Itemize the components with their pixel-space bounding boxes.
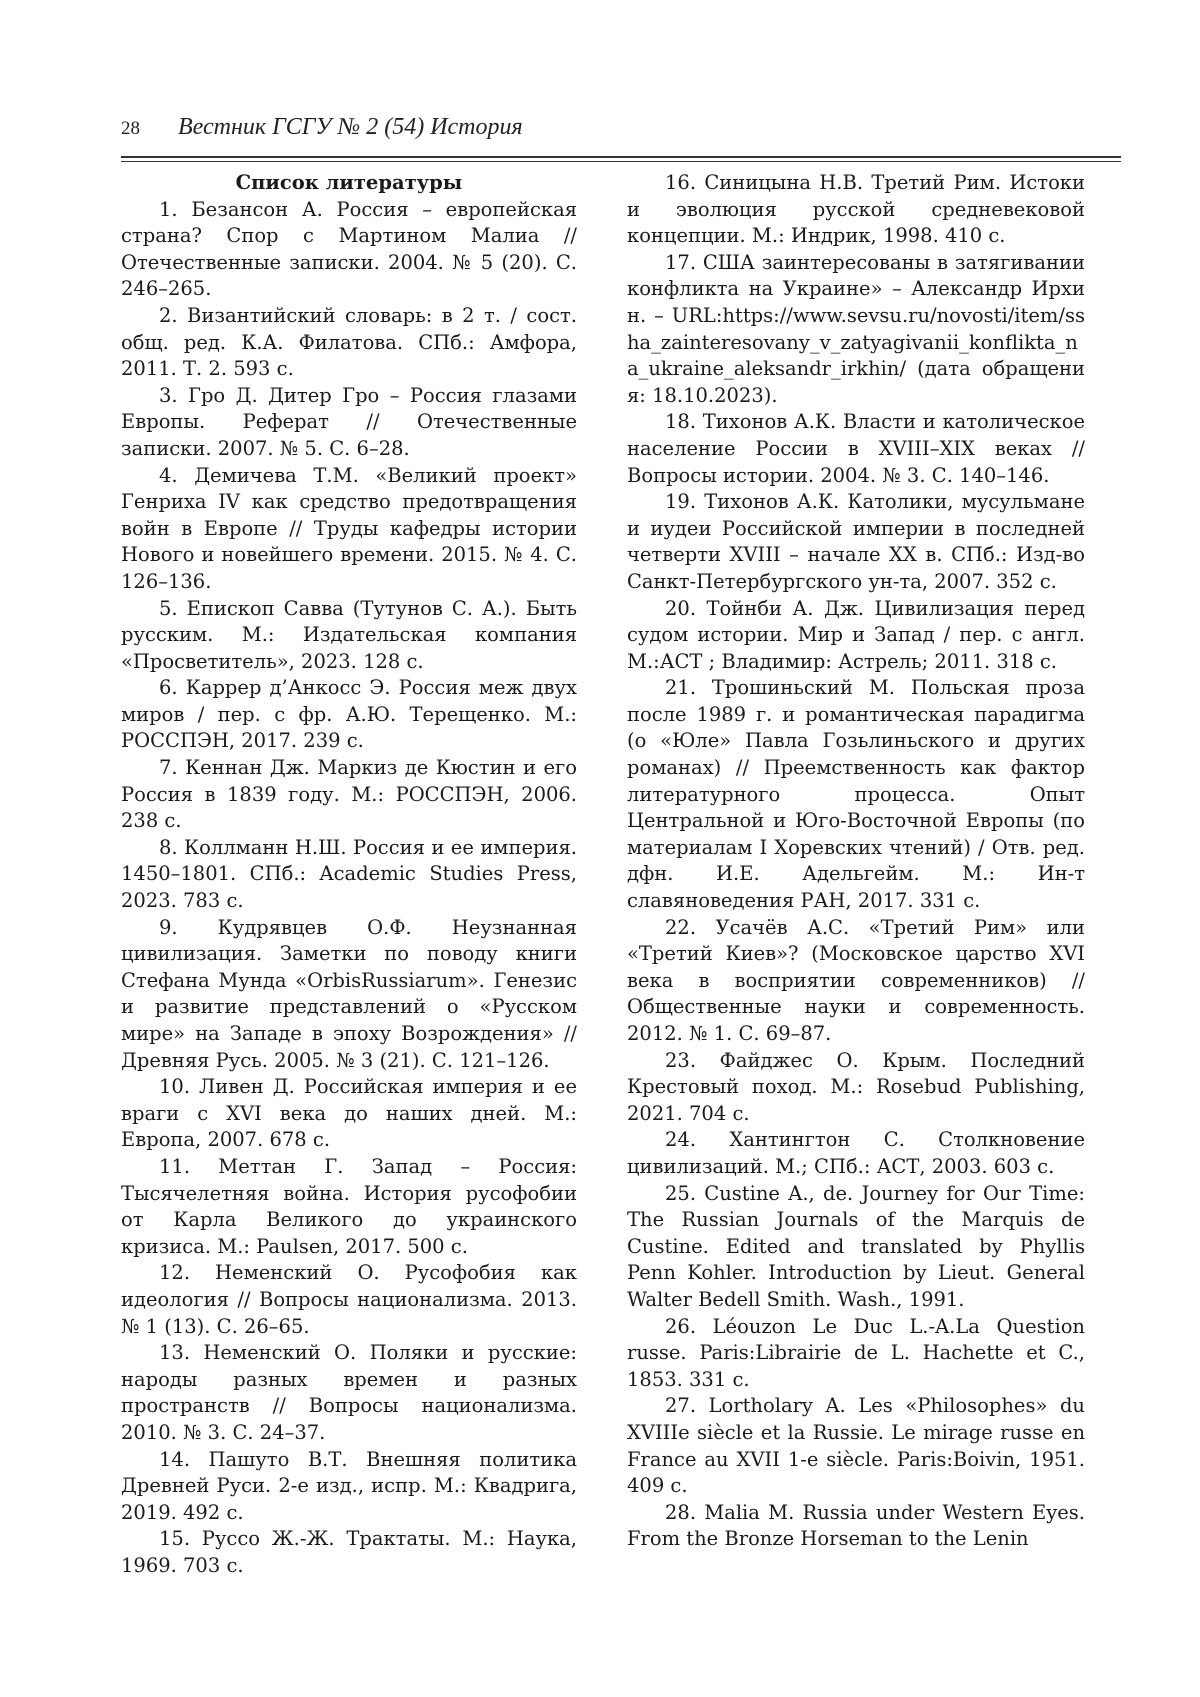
right-column <box>627 170 1085 1553</box>
references-list-right <box>627 170 1085 1553</box>
journal-title: Вестник ГСГУ № 2 (54) История <box>178 114 523 140</box>
reference-item: 16. Синицына Н.В. Третий Рим. Истоки и эволюция русской средневековой концепции. М.: Индрик, 1998. 410 с. <box>627 171 1085 248</box>
reference-item: 19. Тихонов А.К. Католики, мусульмане и иудеи Российской империи в последней четверти XVIII – начале XX в. СПб.: Изд-во Санкт-Петербургского ун-та, 2007. 352 с. <box>627 490 1085 593</box>
reference-item: 5. Епископ Савва (Тутунов С. А.). Быть русским. М.: Издательская компания «Просветитель», 2023. 128 с. <box>121 596 577 673</box>
reference-item: 13. Неменский О. Поляки и русские: народы разных времен и разных пространств // Вопросы национализма. 2010. № 3. С. 24–37. <box>121 1341 577 1444</box>
references-list-left <box>121 197 577 1580</box>
reference-item: 11. Меттан Г. Запад – Россия: Тысячелетняя война. История русофобии от Карла Великого до украинского кризиса. М.: Paulsen, 2017. 500 с. <box>121 1154 577 1258</box>
reference-item: 12. Неменский О. Русофобия как идеология // Вопросы национализма. 2013. № 1 (13). С. 26–65. <box>121 1261 577 1338</box>
page-header <box>121 114 1121 150</box>
reference-item: 22. Усачёв А.С. «Третий Рим» или «Третий Киев»? (Московское царство XVI века в восприятии современников) // Общественные науки и современность. 2012. № 1. С. 69–87. <box>627 915 1085 1045</box>
reference-item: 8. Коллманн Н.Ш. Россия и ее империя. 1450–1801. СПб.: Academic Studies Press, 2023. 783 с. <box>121 835 577 913</box>
reference-item: 3. Гро Д. Дитер Гро – Россия глазами Европы. Реферат // Отечественные записки. 2007. № 5. С. 6–28. <box>121 383 577 460</box>
reference-item: 2. Византийский словарь: в 2 т. / сост. общ. ред. К.А. Филатова. СПб.: Амфора, 2011. Т. 2. 593 с. <box>121 303 577 381</box>
reference-item: 17. США заинтересованы в затягивании конфликта на Украине» – Александр Ирхин. – URL:https://www.sevsu.ru/novosti/item/ssha_zainteresovany_v_zatyagivanii_konflikta_na_ukraine_aleksandr_irkhin/ (дата обращения: 18.10.2023). <box>627 250 1085 407</box>
reference-item: 26. Léouzon Le Duc L.-A.La Question russe. Paris:Librairie de L. Hachette et C., 1853. 331 с. <box>627 1314 1085 1391</box>
header-rule <box>121 156 1121 158</box>
references-heading: Список литературы <box>235 171 463 194</box>
reference-item: 23. Файджес О. Крым. Последний Крестовый поход. М.: Rosebud Publishing, 2021. 704 с. <box>627 1048 1085 1125</box>
page-number: 28 <box>121 118 140 139</box>
reference-item: 10. Ливен Д. Российская империя и ее враги с XVI века до наших дней. М.: Европа, 2007. 678 с. <box>121 1075 577 1152</box>
reference-item: 14. Пашуто В.Т. Внешняя политика Древней Руси. 2-е изд., испр. М.: Квадрига, 2019. 492 с. <box>121 1447 577 1524</box>
reference-item: 1. Безансон А. Россия – европейская страна? Спор с Мартином Малиа // Отечественные записки. 2004. № 5 (20). С. 246–265. <box>121 197 577 301</box>
reference-item: 9. Кудрявцев О.Ф. Неузнанная цивилизация. Заметки по поводу книги Стефана Мунда «OrbisRussiarum». Генезис и развитие представлений о «Русском мире» на Западе в эпоху Возрождения» // Древняя Русь. 2005. № 3 (21). С. 121–126. <box>121 915 577 1072</box>
reference-item: 7. Кеннан Дж. Маркиз де Кюстин и его Россия в 1839 году. М.: РОССПЭН, 2006. 238 с. <box>121 756 577 833</box>
left-column <box>121 170 577 1579</box>
reference-item: 27. Lortholary A. Les «Philosophes» du XVIIIe siècle et la Russie. Le mirage russe en France au XVII 1-e siècle. Paris:Boivin, 1951. 409 с. <box>627 1394 1085 1498</box>
reference-item: 20. Тойнби А. Дж. Цивилизация перед судом истории. Мир и Запад / пер. с англ. М.:АСТ ; Владимир: Астрель; 2011. 318 с. <box>627 596 1085 673</box>
reference-item: 4. Демичева Т.М. «Великий проект» Генриха IV как средство предотвращения войн в Европе // Труды кафедры истории Нового и новейшего времени. 2015. № 4. С. 126–136. <box>121 463 577 593</box>
reference-item: 18. Тихонов А.К. Власти и католическое население России в XVIII–XIX веках // Вопросы истории. 2004. № 3. С. 140–146. <box>627 410 1085 487</box>
reference-item: 25. Custine A., de. Journey for Our Time: The Russian Journals of the Marquis de Custine. Edited and translated by Phyllis Penn Kohler. Introduction by Lieut. General Walter Bedell Smith. Wash., 1991. <box>627 1181 1085 1311</box>
reference-item: 15. Руссо Ж.-Ж. Трактаты. М.: Наука, 1969. 703 с. <box>121 1527 577 1577</box>
reference-item: 28. Malia M. Russia under Western Eyes. From the Bronze Horseman to the Lenin <box>627 1500 1085 1551</box>
reference-item: 6. Каррер д’Анкосс Э. Россия меж двух миров / пер. с фр. А.Ю. Терещенко. М.: РОССПЭН, 2017. 239 с. <box>121 676 577 753</box>
reference-item: 24. Хантингтон С. Столкновение цивилизаций. М.; СПб.: АСТ, 2003. 603 с. <box>627 1128 1085 1178</box>
header-rule-thin <box>121 161 1121 162</box>
reference-item: 21. Трошиньский М. Польская проза после 1989 г. и романтическая парадигма (о «Юле» Павла Гозьлиньского и других романах) // Преемственность как фактор литературного процесса. Опыт Центральной и Юго-Восточной Европы (по материалам I Хоревских чтений) / Отв. ред. дфн. И.Е. Адельгейм. М.: Ин-т славяноведения РАН, 2017. 331 с. <box>627 676 1085 913</box>
